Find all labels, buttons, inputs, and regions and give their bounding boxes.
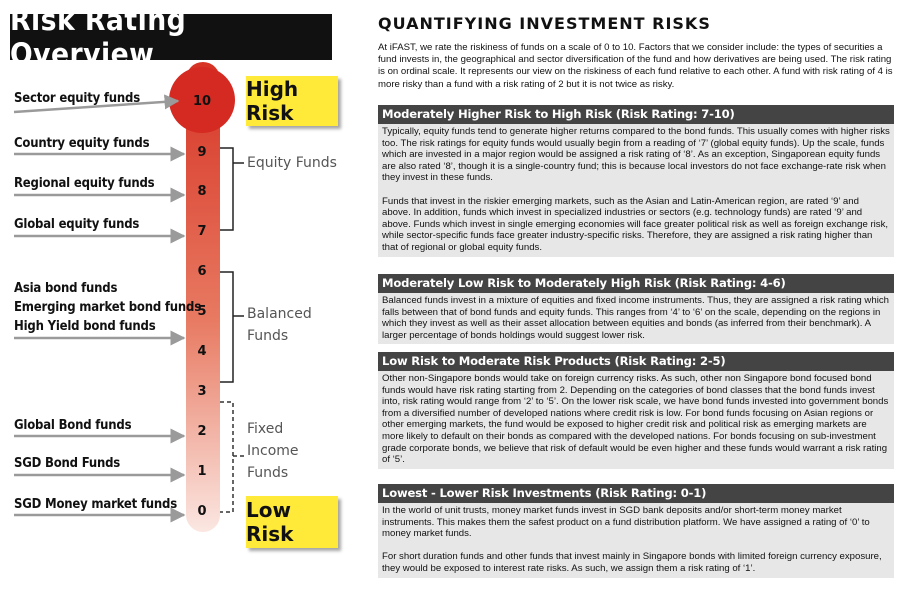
group-balanced-line1: Balanced: [247, 306, 312, 322]
section-body: [378, 503, 894, 578]
section-paragraph: Other non-Singapore bonds would take on foreign currency risks. As such, other non Singapore bond focused bond funds would have risk rating starting from 2. Depending on the categories of bond classes that the bond funds invest into, risk rating would range from ‘2’ to ‘5’. On the lower risk scale, we have bond funds invested into government bonds from a diversified number of developed nations where credit risk is low. For bond funds focusing on Asian regions or other emerging markets, the fund would be exposed to higher credit risk and political risk as emerging markets are more likely to default on their bonds as compared with the developed nations. For bonds focusing on sub-investment grade corporate bonds, we believe that risk of default would be even higher and these funds would warrant a risk rating of ‘5’.: [382, 373, 889, 466]
scale-4: 4: [197, 344, 207, 359]
group-fixed-income-label: [247, 418, 299, 484]
low-risk-badge: Low Risk: [246, 496, 338, 548]
section-heading: Moderately Low Risk to Moderately High Risk (Risk Rating: 4-6): [378, 274, 894, 293]
fund-regional-equity: Regional equity funds: [14, 176, 155, 191]
section-moderate-risk: [378, 274, 894, 344]
group-balanced-line2: Funds: [247, 328, 289, 344]
bracket-equity: [220, 148, 233, 230]
fund-country-equity: Country equity funds: [14, 136, 150, 151]
group-fixed-line1: Fixed: [247, 421, 284, 437]
section-paragraph: Funds that invest in the riskier emerging markets, such as the Asian and Latin-American region, are rated ‘9’ and above. In addition, funds which invest in specialized industries or sectors (e.g. technology funds) are rated ‘9’ and above. Funds which invest in single emerging economies will face greater political risk as well as foreign exchange risk, while sector-specific funds face greater industry-specific risks. Therefore, they are assigned a risk rating higher than that of regional or global equity funds.: [382, 195, 889, 253]
fund-emerging-market-bond: Emerging market bond funds: [14, 300, 201, 315]
high-risk-badge: High Risk: [246, 76, 338, 126]
scale-8: 8: [197, 184, 207, 199]
section-heading: Lowest - Lower Risk Investments (Risk Rating: 0-1): [378, 484, 894, 503]
panel-title: QUANTIFYING INVESTMENT RISKS: [378, 14, 711, 33]
section-high-risk: [378, 105, 894, 257]
group-fixed-line3: Funds: [247, 465, 289, 481]
scale-9: 9: [197, 145, 207, 160]
infographic-title: Risk Rating Overview: [10, 14, 332, 60]
section-heading: Moderately Higher Risk to High Risk (Risk Rating: 7-10): [378, 105, 894, 124]
bracket-balanced: [220, 272, 233, 382]
fund-high-yield-bond: High Yield bond funds: [14, 319, 156, 334]
fund-global-bond: Global Bond funds: [14, 418, 132, 433]
fund-sgd-bond: SGD Bond Funds: [14, 456, 121, 471]
scale-3: 3: [197, 384, 207, 399]
fund-sector-equity: Sector equity funds: [14, 91, 140, 106]
scale-7: 7: [197, 224, 207, 239]
risk-rating-infographic: [0, 0, 370, 606]
section-heading: Low Risk to Moderate Risk Products (Risk Rating: 2-5): [378, 352, 894, 371]
fund-sgd-money-market: SGD Money market funds: [14, 497, 177, 512]
group-balanced-label: [247, 303, 312, 347]
scale-2: 2: [197, 424, 207, 439]
fund-asia-bond: Asia bond funds: [14, 281, 118, 296]
section-paragraph: Balanced funds invest in a mixture of equities and fixed income instruments. Thus, they are assigned a risk rating which falls between that of bond funds and equity funds. This ranges from ‘4’ to ‘6’ on the scale, depending on the regions in which they invest as well as their asset allocation between equities and bonds (as inferred from their benchmark). A larger percentage of bonds holdings would suggest lower risk.: [382, 295, 889, 341]
section-body: [378, 371, 894, 469]
group-fixed-line2: Income: [247, 443, 299, 459]
section-body: [378, 124, 894, 257]
scale-6: 6: [197, 264, 207, 279]
section-paragraph: Typically, equity funds tend to generate higher returns compared to the bond funds. This usually comes with higher risks too. The risk ratings for equity funds would usually begin from a reading of ‘7’ (global equity funds). Up the scale, funds which are invested in a major region would be assigned a risk rating of ‘8’. As an exception, Singaporean equity funds are also rated ‘8’, though it is a single-country fund; this is because local investors do not face exchange-rate risk when they invest in these funds.: [382, 126, 890, 184]
bracket-fixed-income: [220, 402, 233, 512]
section-paragraph: For short duration funds and other funds that invest mainly in Singapore bonds with limited foreign currency exposure, they would be exposed to interest rate risks. As such, we assign them a risk rating of ‘1’.: [382, 551, 882, 574]
scale-10: 10: [192, 94, 212, 109]
scale-0: 0: [197, 504, 207, 519]
intro-paragraph: At iFAST, we rate the riskiness of funds on a scale of 0 to 10. Factors that we consider include: the types of securities a fund invests in, the geographical and sector diversification of the fund and how derivatives are being used. The risk rating is on ordinal scale. It represents our view on the riskiness of each fund relative to each other. A fund with risk rating of 4 is more risky than a fund with a risk rating of 2 but it is not twice as risky.: [378, 42, 893, 90]
section-body: [378, 293, 894, 344]
section-lowest-risk: [378, 484, 894, 578]
scale-5: 5: [197, 304, 207, 319]
fund-global-equity: Global equity funds: [14, 217, 140, 232]
scale-1: 1: [197, 464, 207, 479]
group-equity-label: Equity Funds: [247, 155, 337, 171]
section-low-moderate-risk: [378, 352, 894, 469]
section-paragraph: In the world of unit trusts, money market funds invest in SGD bank deposits and/or short-term money market instruments. This makes them the safest product on a fund distribution platform. We have assigned a rating of ‘0’ to money market funds.: [382, 505, 870, 540]
